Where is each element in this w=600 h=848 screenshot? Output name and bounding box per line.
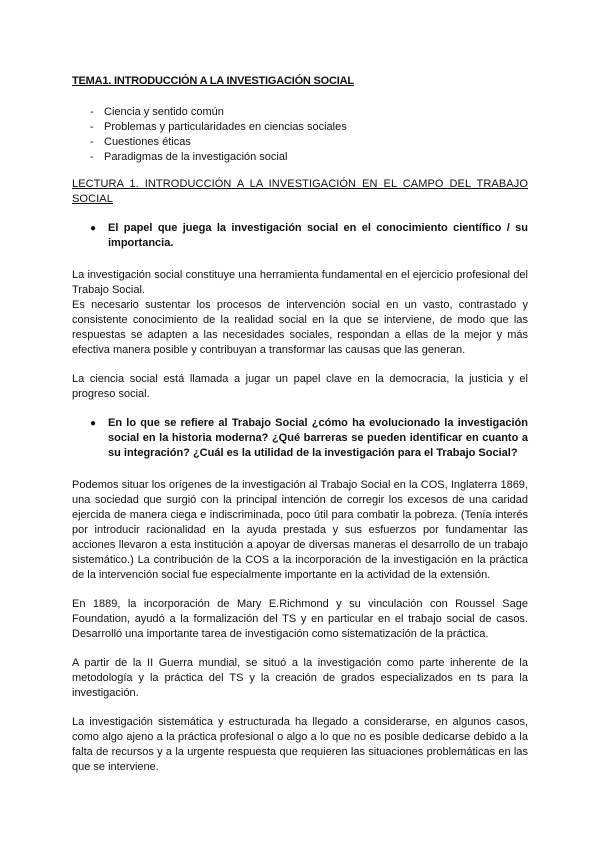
reading-title: LECTURA 1. INTRODUCCIÓN A LA INVESTIGACIÓN EN EL CAMPO DEL TRABAJO SOCIAL <box>72 178 528 205</box>
document-title: TEMA1. INTRODUCCIÓN A LA INVESTIGACIÓN SOCIAL <box>72 75 354 87</box>
topic-text: Cuestiones éticas <box>104 136 191 148</box>
paragraph: La ciencia social está llamada a jugar un papel clave en la democracia, la justicia y el progreso social. <box>72 373 528 400</box>
document-page <box>72 74 528 789</box>
topic-text: Paradigmas de la investigación social <box>104 151 288 163</box>
bullet-icon: ● <box>90 418 97 429</box>
dash-marker: - <box>90 106 94 118</box>
question-text: El papel que juega la investigación social en el conocimiento científico / su importancia. <box>108 222 528 249</box>
question-text: En lo que se refiere al Trabajo Social ¿cómo ha evolucionado la investigación social en la historia moderna? ¿Qué barreras se pueden identificar en cuanto a su integración? ¿Cuál es la utilidad de la investigación para el Trabajo Social? <box>108 417 528 459</box>
bullet-icon: ● <box>90 223 97 234</box>
topic-item <box>72 120 528 135</box>
dash-marker: - <box>90 121 94 133</box>
topic-item <box>72 135 528 150</box>
paragraph: Es necesario sustentar los procesos de intervención social en un vasto, contrastado y consistente conocimiento de la realidad social en la que se interviene, de modo que las respuestas se adapten a las necesidades sociales, respondan a ellas de la mejor y más efectiva manera posible y contribuyan a transformar las causas que las generan. <box>72 299 528 356</box>
topic-list <box>72 105 528 165</box>
paragraph: Podemos situar los orígenes de la investigación al Trabajo Social en la COS, Inglaterra 1869, una sociedad que surgió con la principal intención de corregir los excesos de una caridad ejercida de manera ciega e indiscriminada, poco útil para combatir la pobreza. (Tenía interés por introducir racionalidad en la ayuda prestada y sus esfuerzos por fundamentar las acciones llevaron a esta institución a apoyar de diversas maneras el desarrollo de un trabajo sistemático.) La contribución de la COS a la incorporación de la investigación en la práctica de la intervención social fue especialmente importante en la actividad de la extensión. <box>72 479 528 581</box>
dash-marker: - <box>90 136 94 148</box>
topic-text: Problemas y particularidades en ciencias sociales <box>104 121 347 133</box>
topic-item <box>72 150 528 165</box>
paragraph: A partir de la II Guerra mundial, se situó a la investigación como parte inherente de la metodología y la práctica del TS y la creación de grados especializados en ts para la investigación. <box>72 657 528 699</box>
dash-marker: - <box>90 151 94 163</box>
topic-text: Ciencia y sentido común <box>104 106 224 118</box>
paragraph: En 1889, la incorporación de Mary E.Richmond y su vinculación con Roussel Sage Foundation, ayudó a la formalización del TS y en particular en el trabajo social de casos. Desarrolló una importante tarea de investigación como sistematización de la práctica. <box>72 598 528 640</box>
topic-item <box>72 105 528 120</box>
question-heading <box>72 221 528 251</box>
paragraph: La investigación sistemática y estructurada ha llegado a considerarse, en algunos casos, como algo ajeno a la práctica profesional o algo a lo que no es posible dedicarse debido a la falta de recursos y a la urgente respuesta que requieren las situaciones problemáticas en las que se interviene. <box>72 716 528 773</box>
paragraph: La investigación social constituye una herramienta fundamental en el ejercicio profesional del Trabajo Social. <box>72 269 528 296</box>
question-heading <box>72 416 528 461</box>
